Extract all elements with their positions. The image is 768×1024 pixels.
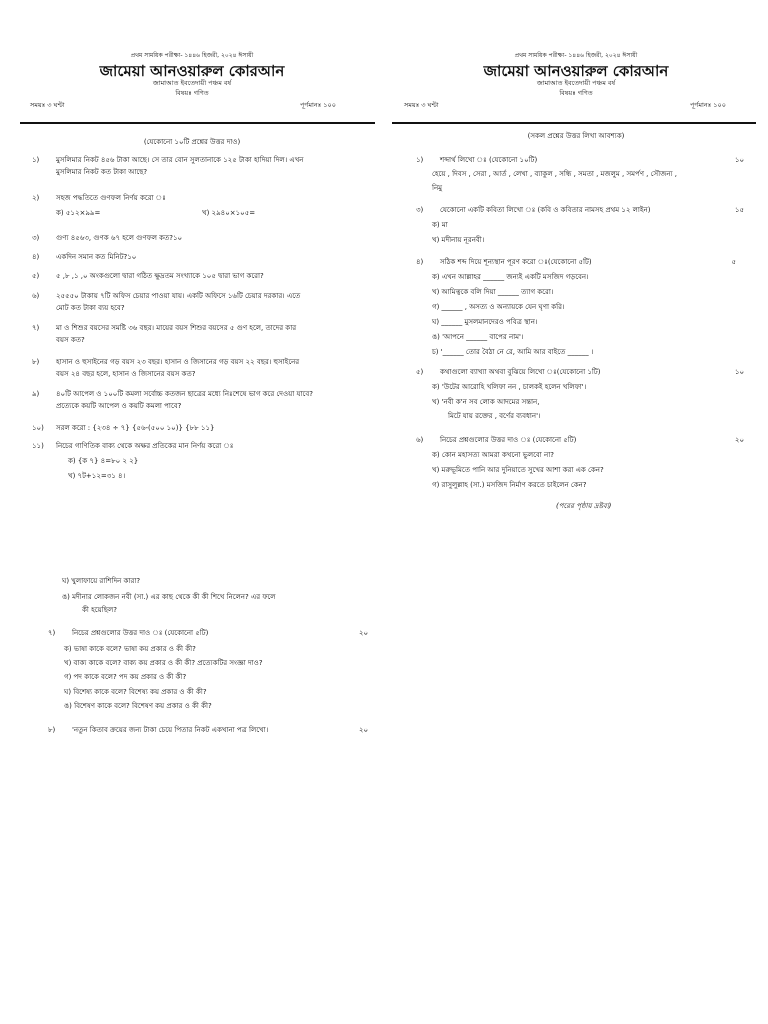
question-8 (32, 356, 372, 380)
sub-question: গ) ______ , অসত্য ও অন্যায়কে যেন ঘৃণা করি। (432, 303, 565, 311)
page-turn-note: (পরের পৃষ্ঠায় দ্রষ্টব্য) (556, 502, 612, 510)
question-11 (32, 440, 372, 480)
question-text: বয়স কত? (56, 336, 85, 344)
question-number: ৮) (48, 726, 56, 734)
question-3 (416, 204, 716, 216)
class-name: জামাআত ইবতেদায়ী পঞ্চম বর্ষ (536, 79, 616, 87)
header-rule (392, 122, 756, 124)
question-text: কথাগুলো ব্যাখ্যা অথবা বুঝিয়ে লিখো ঃ(যেকোনো ১টি) (440, 368, 601, 376)
sub-question: খ) ২৯৪০×১০৫= (202, 209, 256, 217)
sub-question: খ) মদীনায় নূরনবী। (432, 236, 485, 244)
header-rule (20, 122, 375, 124)
question-6 (32, 290, 372, 314)
question-number: ৬) (32, 292, 40, 300)
question-number: ৫) (32, 272, 40, 280)
question-text: প্রত্যেকে কয়টি আপেল ও কয়টি কমলা পাবে? (56, 402, 182, 410)
full-marks: পূর্ণমানঃ ১০০ (300, 101, 336, 109)
question-2 (32, 192, 372, 216)
sub-question: খ) আমিত্বকে বলি দিয়া ______ ত্যাগ করো। (432, 288, 554, 296)
sub-question: ক) এখন আল্লাহর ______ জন্যই একটি মসজিদ গড়বেন। (432, 273, 589, 281)
subject: বিষয়ঃ গণিত (175, 89, 209, 97)
question-number: ৩) (416, 206, 424, 214)
question-6 (416, 434, 716, 446)
word-list: নিমু (432, 184, 443, 192)
institution-title: জামেয়া আনওয়ারুল কোরআন (483, 62, 669, 80)
sub-question: চ) '______ তোর বৈঠা নে রে, আমি আর বাইতে ______ । (432, 348, 594, 356)
sub-question: ক) মা (432, 221, 448, 229)
question-text: যেকোনো একটি কবিতা লিখো ঃ (কবি ও কবিতার নামসহ প্রথম ১২ লাইন) (440, 206, 651, 214)
sub-question: ক) {ক ৭} ৪=৮০ ২ ২} (68, 457, 139, 465)
institution-title: জামেয়া আনওয়ারুল কোরআন (99, 62, 285, 80)
sub-question: খ) ৭ট+১২=৩১ ৪। (68, 472, 126, 480)
question-number: ৯) (32, 390, 40, 398)
question-text: মুসলিমার নিকট ৪৫৬ টাকা আছে। সে তার বোন সুলতানাকে ১২৫ টাকা হাদিয়া দিল। এখন (56, 156, 304, 164)
sub-question: ঙ) মদীনার লোকজন নবী (সা.) এর কাছ থেকে কী কী শিখে নিলেন? এর ফলে (62, 593, 276, 601)
marks: ৫ (731, 258, 736, 266)
question-text: ৪০টি আপেল ও ১০০টি কমলা সর্বোচ্চ কতজন ছাত্রের মধ্যে নিঃশেষে ভাগ করে দেওয়া যাবে? (56, 390, 313, 398)
question-number: ৬) (416, 436, 424, 444)
question-text: নিচের গাণিতিক বাক্য থেকে অক্ষর প্রতিকের মান নির্ণয় করো ঃ (56, 442, 234, 450)
question-text: সঠিক শব্দ দিয়ে শূন্যস্থান পূরণ করো ঃ(যেকোনো ৫টি) (440, 258, 592, 266)
marks: ২০ (358, 726, 368, 734)
question-text: বয়স ২৪ বছর হলে, হাসান ও জিসানের বয়স কত? (56, 370, 196, 378)
question-number: ১) (32, 156, 40, 164)
sub-question: খ) বাক্য কাকে বলে? বাক্য কয় প্রকার ও কী কী? প্রত্যেকটির সংজ্ঞা দাও? (64, 659, 263, 667)
sub-question: গ) পদ কাকে বলে? পদ কয় প্রকার ও কী কী? (64, 673, 187, 681)
question-text: সহজ পদ্ধতিতে গুণফল নির্ণয় করো ঃ (56, 194, 166, 202)
question-number: ৫) (416, 368, 424, 376)
sub-question: ক) ৫১২×৯৯= (56, 209, 101, 217)
question-number: ৭) (32, 324, 40, 332)
sub-question: ঘ) খুলাফায়ে রাশিদিন কারা? (62, 577, 141, 585)
question-text: মোট কত টাকা ব্যয় হবে? (56, 304, 125, 312)
sub-question: ক) ভাষা কাকে বলে? ভাষা কয় প্রকার ও কী কী? (64, 645, 196, 653)
question-text: গুণ্য ৪৫৬৩, গুণক ৬৭ হলে গুণফল কত?১০ (56, 234, 183, 242)
question-number: ৮) (32, 358, 40, 366)
time-label: সময়ঃ ৩ ঘন্টা (30, 101, 65, 109)
marks: ১৫ (734, 206, 744, 214)
question-8-lower (48, 724, 368, 736)
sub-question: ঘ) ______ মুসলমানদেরও পবিত্র স্থান। (432, 318, 538, 326)
marks: ২০ (734, 436, 744, 444)
sub-question: গ) রাসুলুল্লাহ (সা.) মসজিদ নির্মাণ করতে চাইলেন কেন? (432, 481, 587, 489)
sub-question: খ) মরুভূমিতে পানি আর দুনিয়াতে সুখের আশা করা এক কেন? (432, 466, 604, 474)
question-text: শব্দার্থ লিখো ঃ (যেকোনো ১০টি) (440, 156, 538, 164)
question-text: ২৫৫৫০ টাকায় ৭টি অফিস চেয়ার পাওয়া যায়। একটি অফিসে ১৬টি চেয়ার দরকার। এতে (56, 292, 301, 300)
question-number: ১১) (32, 442, 44, 450)
question-4 (416, 256, 716, 268)
sub-question: ক) 'উটের আরোহি খলিফা নন , চালকই হলেন খলিফা'। (432, 383, 587, 391)
question-7 (32, 322, 372, 346)
marks: ১০ (734, 368, 744, 376)
question-text: 'নতুন কিতাব ক্রয়ের জন্য টাকা চেয়ে পিতার নিকট একখানা পত্র লিখো। (72, 726, 269, 734)
exam-name: প্রথম সাময়িক পরীক্ষা- ১৪৪৬ হিজরী, ২০২৪ ঈসায়ী (130, 52, 254, 59)
question-text: ৫ ,৮ ,১ ,০ অংকগুলো দ্বারা গঠিত ক্ষুদ্রতম সংখ্যাকে ১০৫ দ্বারা ভাগ করো? (56, 272, 264, 280)
question-5 (416, 366, 716, 378)
question-10 (32, 422, 372, 434)
instruction: (সকল প্রশ্নের উত্তর লিখা আবশ্যক) (527, 132, 625, 140)
question-text: মা ও শিশুর বয়সের সমষ্টি ৩৬ বছর। মায়ের বয়স শিশুর বয়সের ৫ গুণ হলে, তাদের কার (56, 324, 297, 332)
time-label: সময়ঃ ৩ ঘন্টা (404, 101, 439, 109)
question-number: ২) (32, 194, 40, 202)
sub-question: ঙ) বিশেষণ কাকে বলে? বিশেষণ কয় প্রকার ও কী কী? (64, 702, 212, 710)
marks: ২০ (358, 629, 368, 637)
sub-question: কী হয়েছিল? (82, 606, 117, 614)
question-1 (416, 154, 716, 166)
question-7-lower (48, 627, 368, 639)
question-text: সরল করো : {২৩৪ ÷ ৭} {৫৬-(৫০০ ১০)} {৮৮ ১১} (56, 424, 215, 432)
question-number: ৩) (32, 234, 40, 242)
sub-question: খ) 'নবী ক'ন সব লোক আদমের সন্তান, (432, 398, 540, 406)
question-text: নিচের প্রশ্নগুলোর উত্তর দাও ঃ (যেকোনো ৫টি) (440, 436, 577, 444)
sub-question: ক) কোন মহাসত্য আমরা কখনো ভুলবো না? (432, 451, 554, 459)
subject: বিষয়ঃ গণিত (559, 89, 593, 97)
question-text: মুসলিমার নিকট কত টাকা আছে? (56, 168, 148, 176)
question-text: নিচের প্রশ্নগুলোর উত্তর দাও ঃ (যেকোনো ৫টি) (72, 629, 209, 637)
exam-name: প্রথম সাময়িক পরীক্ষা- ১৪৪৬ হিজরী, ২০২৪ ঈসায়ী (514, 52, 638, 59)
question-5 (32, 270, 372, 282)
word-list: হেয়ে , দিবস , সেরা , আর্ত , লেখা , ব্যাকুল , সন্ধি , সমতা , মজলুম , সমর্পণ , সৌজন্য , (432, 170, 678, 178)
question-number: ৪) (416, 258, 424, 266)
question-1 (32, 154, 372, 178)
question-number: ১০) (32, 424, 44, 432)
sub-question: ঘ) বিশেষ্য কাকে বলে? বিশেষ্য কয় প্রকার ও কী কী? (64, 688, 207, 696)
marks: ১০ (734, 156, 744, 164)
sub-question: মিটে যায় রক্তের , বর্ণের ব্যবধান'। (448, 412, 541, 420)
sub-question: ঙ) 'আপনে ______ বাপের নাম'। (432, 333, 524, 341)
class-name: জামাআত ইবতেদায়ী পঞ্চম বর্ষ (152, 79, 232, 87)
question-number: ৭) (48, 629, 56, 637)
instruction: (যেকোনো ১০টি প্রশ্নের উত্তর দাও) (143, 138, 241, 146)
question-number: ৪) (32, 253, 40, 261)
question-text: একদিন সমান কত মিনিট?১০ (56, 253, 137, 261)
question-4 (32, 251, 372, 263)
question-text: হাসান ও হুসাইনের গড় বয়স ২৩ বছর। হাসান ও জিসানের গড় বয়স ২২ বছর। হুসাইনের (56, 358, 300, 366)
question-number: ১) (416, 156, 424, 164)
question-3 (32, 232, 372, 244)
question-9 (32, 388, 372, 412)
full-marks: পূর্ণমানঃ ১০০ (690, 101, 726, 109)
